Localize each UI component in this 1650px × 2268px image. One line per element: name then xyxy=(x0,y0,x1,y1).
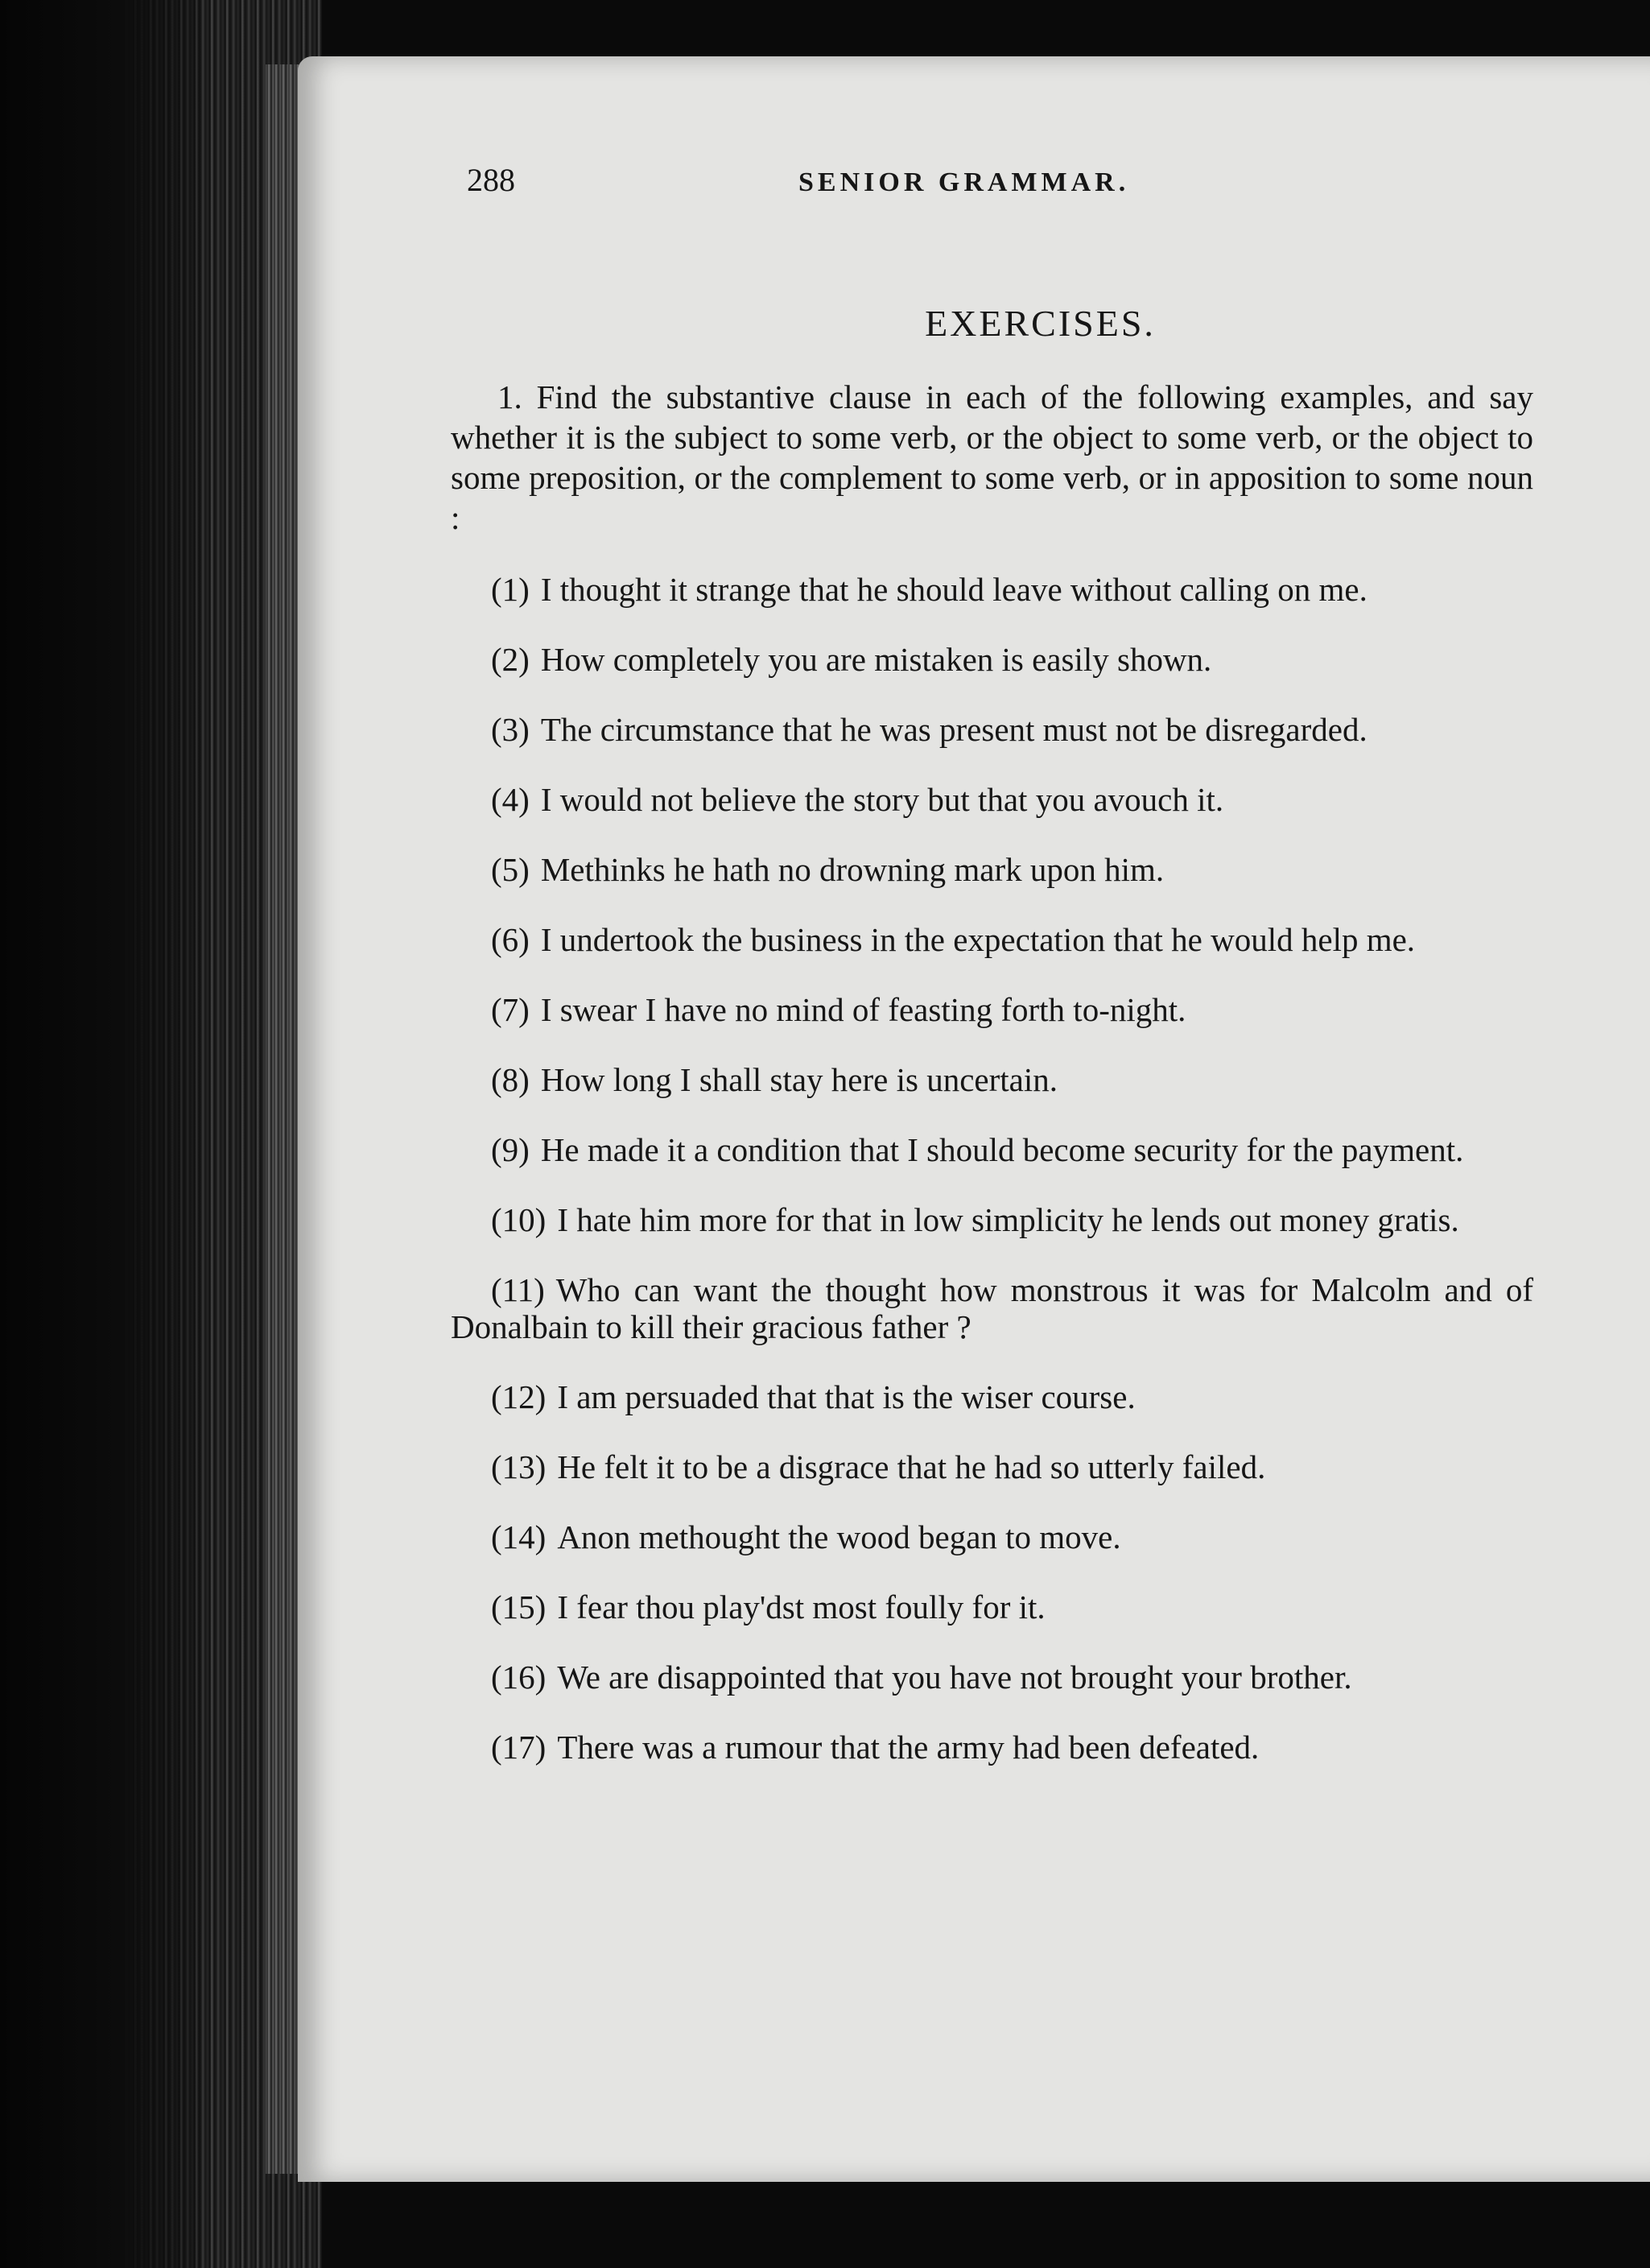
example-item xyxy=(451,921,1533,958)
example-item xyxy=(451,1448,1533,1485)
example-item xyxy=(451,711,1533,748)
example-number: (17) xyxy=(491,1729,547,1766)
example-item xyxy=(451,1588,1533,1626)
spine-shadow xyxy=(0,0,201,2268)
example-number: (12) xyxy=(491,1378,547,1415)
example-item xyxy=(451,571,1533,608)
example-text: How long I shall stay here is uncertain. xyxy=(540,1061,1058,1098)
example-text: I undertook the business in the expectation that he would help me. xyxy=(540,921,1416,958)
example-text: Anon methought the wood began to move. xyxy=(557,1518,1121,1555)
example-item xyxy=(451,1659,1533,1696)
example-text: Who can want the thought how monstrous it was for Malcolm and of Donalbain to kill their gracious father ? xyxy=(451,1271,1533,1345)
example-item xyxy=(451,1378,1533,1415)
running-head xyxy=(451,161,1533,217)
page-content xyxy=(451,161,1533,1799)
page-number: 288 xyxy=(467,162,515,198)
example-text: I am persuaded that that is the wiser course. xyxy=(557,1378,1136,1415)
example-number: (9) xyxy=(491,1131,530,1168)
example-text: How completely you are mistaken is easily shown. xyxy=(540,641,1212,678)
example-text: I fear thou play'dst most foully for it. xyxy=(557,1588,1046,1626)
example-list xyxy=(451,571,1533,1766)
example-text: There was a rumour that the army had been defeated. xyxy=(557,1729,1260,1766)
example-item xyxy=(451,1131,1533,1168)
example-number: (10) xyxy=(491,1201,547,1238)
example-number: (4) xyxy=(491,781,530,818)
instruction-number: 1. xyxy=(497,378,522,415)
running-title: SENIOR GRAMMAR. xyxy=(798,167,1130,197)
example-item xyxy=(451,641,1533,678)
example-text: Methinks he hath no drowning mark upon him. xyxy=(540,851,1165,888)
example-text: He made it a condition that I should become security for the payment. xyxy=(540,1131,1464,1168)
example-number: (11) xyxy=(491,1271,545,1308)
example-number: (6) xyxy=(491,921,530,958)
book-page xyxy=(298,56,1650,2182)
example-item xyxy=(451,1061,1533,1098)
example-text: The circumstance that he was present must not be disregarded. xyxy=(540,711,1367,748)
example-number: (16) xyxy=(491,1659,547,1696)
example-text: I would not believe the story but that you avouch it. xyxy=(540,781,1224,818)
exercise-instruction xyxy=(451,377,1533,538)
example-item xyxy=(451,1201,1533,1238)
example-text: He felt it to be a disgrace that he had so utterly failed. xyxy=(557,1448,1266,1485)
instruction-text: Find the substantive clause in each of the following examples, and say whether it is the subject to some verb, or the object to some verb, or the object to some preposition, or the complement to some verb, or in apposition to some noun : xyxy=(451,378,1534,536)
example-number: (7) xyxy=(491,991,530,1028)
example-item xyxy=(451,991,1533,1028)
example-text: We are disappointed that you have not brought your brother. xyxy=(557,1659,1352,1696)
example-item xyxy=(451,851,1533,888)
example-number: (15) xyxy=(491,1588,547,1626)
example-number: (1) xyxy=(491,571,530,608)
example-number: (8) xyxy=(491,1061,530,1098)
example-number: (5) xyxy=(491,851,530,888)
example-text: I hate him more for that in low simplicity he lends out money gratis. xyxy=(557,1201,1459,1238)
example-item xyxy=(451,1729,1533,1766)
example-number: (13) xyxy=(491,1448,547,1485)
example-item xyxy=(451,1518,1533,1555)
example-item xyxy=(451,781,1533,818)
example-number: (14) xyxy=(491,1518,547,1555)
example-text: I thought it strange that he should leave without calling on me. xyxy=(540,571,1367,608)
example-number: (3) xyxy=(491,711,530,748)
example-text: I swear I have no mind of feasting forth to-night. xyxy=(540,991,1186,1028)
section-heading: EXERCISES. xyxy=(925,303,1156,344)
example-item xyxy=(451,1271,1533,1345)
example-number: (2) xyxy=(491,641,530,678)
